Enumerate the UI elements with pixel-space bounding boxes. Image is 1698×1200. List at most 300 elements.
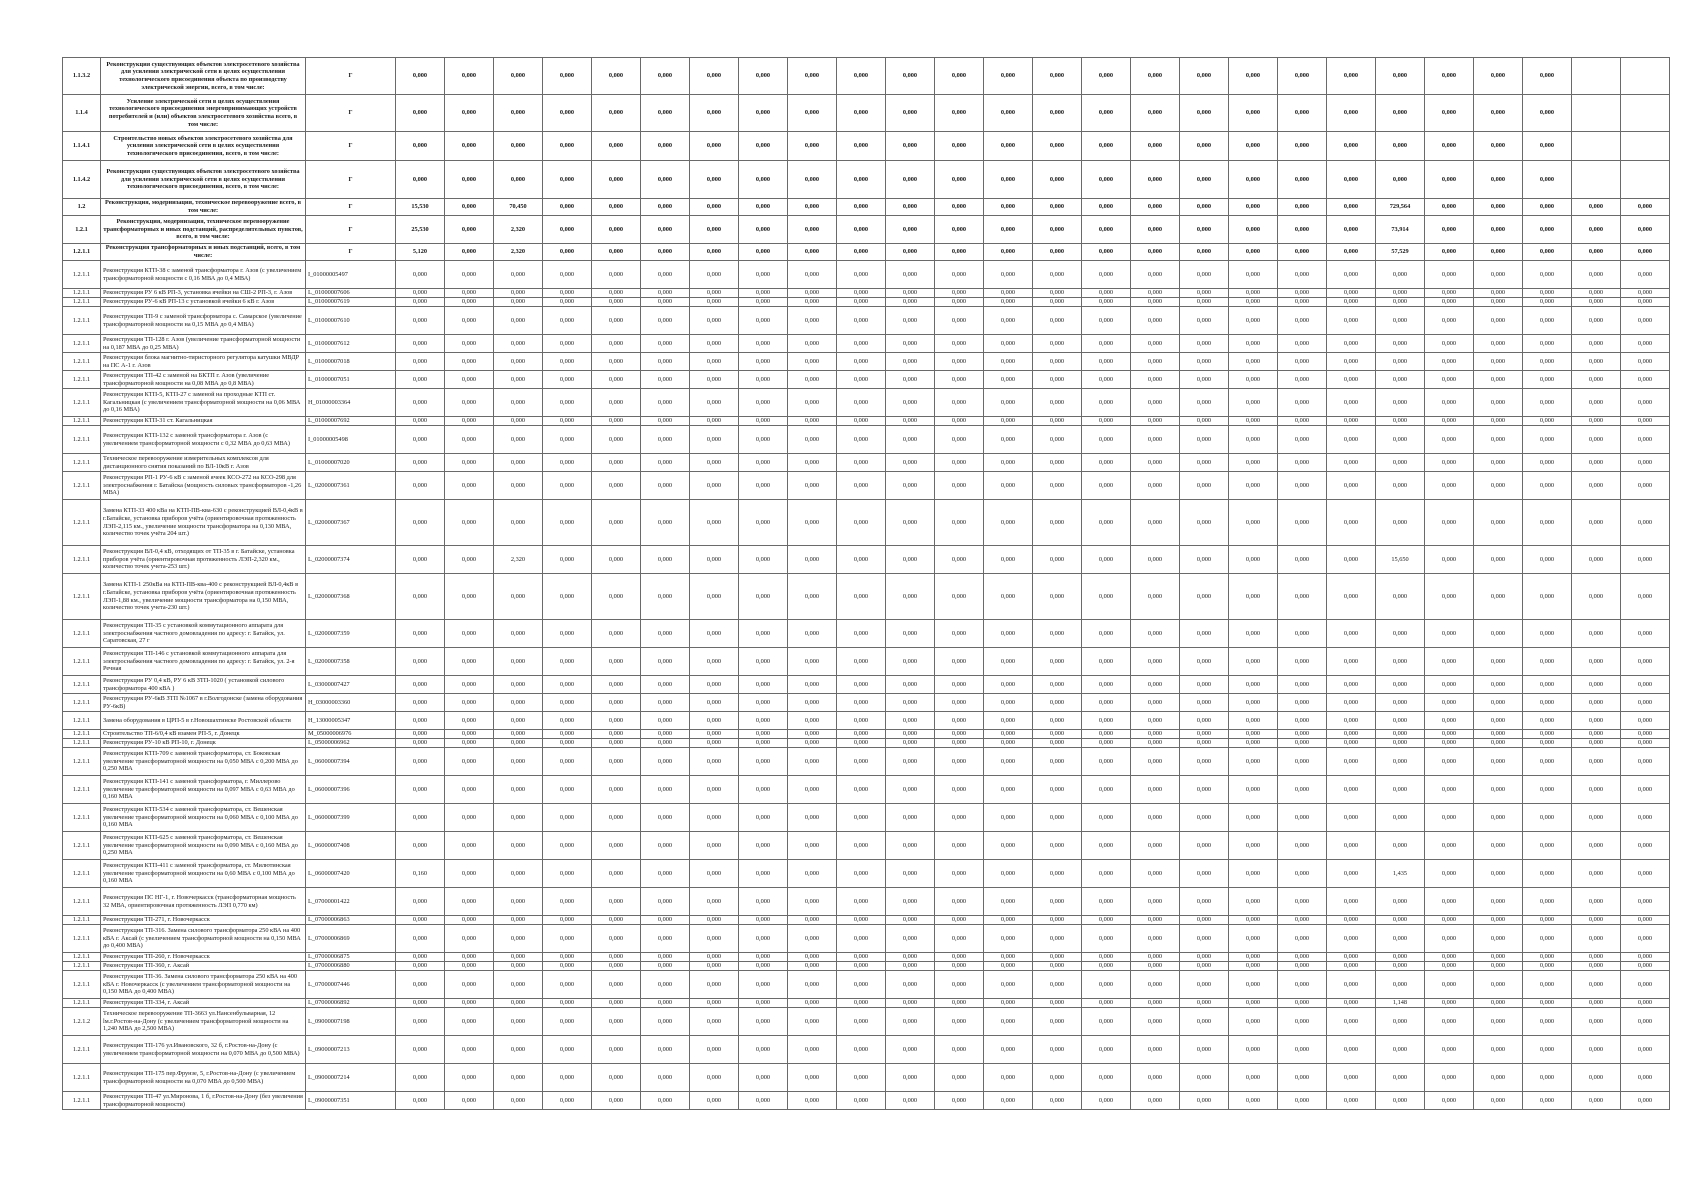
value-cell: 0,000: [1180, 1092, 1229, 1110]
value-cell: 0,000: [1278, 832, 1327, 860]
value-cell: 0,000: [1376, 888, 1425, 916]
value-cell: 0,000: [1033, 1008, 1082, 1036]
value-cell: 0,000: [1278, 353, 1327, 371]
row-number-cell: 1.2.1.1: [63, 500, 101, 546]
value-cell: 0,000: [1523, 389, 1572, 417]
value-cell: 0,000: [837, 371, 886, 389]
value-cell: 0,000: [788, 335, 837, 353]
value-cell: 0,000: [445, 216, 494, 244]
row-number-cell: 1.2.1.1: [63, 999, 101, 1008]
value-cell: 0,000: [1621, 962, 1670, 971]
value-cell: 0,000: [543, 860, 592, 888]
value-cell: 0,000: [396, 1036, 445, 1064]
value-cell: 0,000: [1131, 244, 1180, 261]
value-cell: 0,000: [641, 888, 690, 916]
value-cell: 0,000: [788, 1092, 837, 1110]
value-cell: 0,000: [494, 925, 543, 953]
value-cell: 0,000: [445, 426, 494, 454]
value-cell: 0,000: [543, 925, 592, 953]
value-cell: 0,000: [1278, 971, 1327, 999]
value-cell: 0,000: [1033, 417, 1082, 426]
value-cell: 0,000: [396, 353, 445, 371]
value-cell: 0,000: [935, 546, 984, 574]
value-cell: 0,000: [1425, 925, 1474, 953]
value-cell: 0,000: [1376, 712, 1425, 730]
value-cell: 0,000: [739, 712, 788, 730]
value-cell: 0,000: [1131, 888, 1180, 916]
value-cell: 0,000: [984, 962, 1033, 971]
value-cell: 0,000: [1425, 620, 1474, 648]
value-cell: 0,000: [543, 1008, 592, 1036]
row-code-cell: L_07000006869: [306, 925, 396, 953]
value-cell: 0,000: [1033, 353, 1082, 371]
value-cell: 0,000: [935, 694, 984, 712]
row-name-cell: Реконструкция ТП-316. Замена силового трансформатора 250 кВА на 400 кВА г. Аксай (с увеличением трансформаторной мощности на 0,150 МВА до 0,400 МВА): [101, 925, 306, 953]
value-cell: 0,000: [1180, 916, 1229, 925]
value-cell: 0,000: [935, 244, 984, 261]
row-code-cell: L_02000007358: [306, 648, 396, 676]
value-cell: 0,000: [1376, 298, 1425, 307]
value-cell: 0,000: [1327, 298, 1376, 307]
value-cell: 0,000: [543, 307, 592, 335]
value-cell: 0,000: [1523, 1036, 1572, 1064]
value-cell: 0,000: [1229, 244, 1278, 261]
row-number-cell: 1.2.1.1: [63, 454, 101, 472]
value-cell: 0,000: [1327, 1008, 1376, 1036]
value-cell: 0,000: [1229, 962, 1278, 971]
value-cell: 0,000: [1131, 261, 1180, 289]
value-cell: 0,000: [837, 244, 886, 261]
value-cell: 0,000: [641, 298, 690, 307]
value-cell: 0,000: [1131, 161, 1180, 199]
value-cell: 0,000: [837, 999, 886, 1008]
value-cell: 0,000: [494, 454, 543, 472]
table-row: [63, 161, 1670, 199]
value-cell: 0,000: [886, 776, 935, 804]
value-cell: 0,000: [1278, 730, 1327, 739]
value-cell: 0,000: [1474, 298, 1523, 307]
value-cell: 0,000: [1425, 199, 1474, 216]
value-cell: 0,000: [1229, 289, 1278, 298]
value-cell: 0,000: [1131, 307, 1180, 335]
value-cell: 0,000: [1180, 694, 1229, 712]
value-cell: 0,000: [1425, 916, 1474, 925]
value-cell: 0,000: [641, 261, 690, 289]
value-cell: 0,000: [1229, 676, 1278, 694]
value-cell: 0,000: [1572, 371, 1621, 389]
row-number-cell: 1.2.1.1: [63, 888, 101, 916]
value-cell: 0,000: [543, 353, 592, 371]
value-cell: 0,000: [984, 307, 1033, 335]
value-cell: 0,000: [1474, 712, 1523, 730]
value-cell: 0,000: [494, 953, 543, 962]
value-cell: 0,000: [1180, 804, 1229, 832]
row-code-cell: L_02000007361: [306, 472, 396, 500]
value-cell: 0,000: [984, 1036, 1033, 1064]
value-cell: 0,000: [886, 335, 935, 353]
value-cell: 0,000: [1229, 916, 1278, 925]
value-cell: 0,000: [1229, 804, 1278, 832]
value-cell: 0,000: [1327, 953, 1376, 962]
value-cell: 0,000: [445, 546, 494, 574]
value-cell: 0,000: [1621, 748, 1670, 776]
value-cell: 0,000: [837, 730, 886, 739]
value-cell: 0,000: [1572, 500, 1621, 546]
value-cell: 0,000: [445, 953, 494, 962]
value-cell: 0,000: [1523, 371, 1572, 389]
value-cell: 0,000: [1327, 417, 1376, 426]
value-cell: 0,000: [788, 574, 837, 620]
value-cell: 0,000: [641, 971, 690, 999]
value-cell: 70,450: [494, 199, 543, 216]
value-cell: 0,000: [1621, 199, 1670, 216]
value-cell: 0,000: [886, 712, 935, 730]
value-cell: 0,000: [1033, 1036, 1082, 1064]
value-cell: 0,000: [396, 298, 445, 307]
value-cell: 0,000: [1621, 648, 1670, 676]
value-cell: 0,000: [1376, 962, 1425, 971]
value-cell: 0,000: [984, 389, 1033, 417]
table-row: [63, 1008, 1670, 1036]
value-cell: 0,000: [984, 1008, 1033, 1036]
value-cell: 0,000: [1425, 298, 1474, 307]
value-cell: 0,000: [788, 426, 837, 454]
table-row: [63, 776, 1670, 804]
value-cell: 0,000: [592, 132, 641, 161]
value-cell: 0,000: [1082, 971, 1131, 999]
value-cell: 0,000: [445, 1064, 494, 1092]
value-cell: 0,000: [1474, 971, 1523, 999]
value-cell: 0,000: [1278, 161, 1327, 199]
value-cell: 0,000: [1425, 860, 1474, 888]
row-code-cell: L_09000007213: [306, 1036, 396, 1064]
value-cell: 0,000: [1425, 371, 1474, 389]
value-cell: 0,000: [592, 648, 641, 676]
value-cell: 0,000: [1425, 417, 1474, 426]
value-cell: 0,000: [837, 925, 886, 953]
value-cell: 0,000: [935, 353, 984, 371]
value-cell: 0,000: [641, 676, 690, 694]
value-cell: 0,000: [1082, 216, 1131, 244]
value-cell: 0,000: [1180, 132, 1229, 161]
value-cell: 0,000: [1131, 962, 1180, 971]
value-cell: 0,000: [984, 832, 1033, 860]
value-cell: 0,000: [739, 1036, 788, 1064]
table-row: [63, 1064, 1670, 1092]
value-cell: 0,000: [592, 500, 641, 546]
value-cell: 0,000: [690, 1092, 739, 1110]
value-cell: 0,000: [494, 417, 543, 426]
value-cell: 0,000: [984, 244, 1033, 261]
value-cell: 0,000: [1523, 860, 1572, 888]
value-cell: 0,000: [641, 353, 690, 371]
value-cell: 0,000: [788, 648, 837, 676]
row-name-cell: Реконструкция КТП-709 с заменой трансформатора, ст. Боковская увеличение трансформаторной мощности на 0,050 МВА с 0,200 МВА до 0,250 МВА: [101, 748, 306, 776]
value-cell: 0,000: [1474, 694, 1523, 712]
value-cell: 0,000: [543, 335, 592, 353]
value-cell: 0,000: [543, 676, 592, 694]
value-cell: 0,000: [1523, 417, 1572, 426]
table-row: [63, 132, 1670, 161]
value-cell: 0,000: [494, 712, 543, 730]
value-cell: 0,000: [396, 999, 445, 1008]
value-cell: 0,000: [494, 860, 543, 888]
value-cell: 0,000: [1278, 574, 1327, 620]
value-cell: 0,000: [1033, 199, 1082, 216]
value-cell: 0,000: [543, 132, 592, 161]
value-cell: 0,000: [1033, 472, 1082, 500]
value-cell: 0,000: [1327, 1092, 1376, 1110]
value-cell: 0,000: [1621, 454, 1670, 472]
value-cell: 0,000: [445, 454, 494, 472]
row-name-cell: Реконструкция ТП-260, г. Новочеркасск: [101, 953, 306, 962]
value-cell: 0,000: [1523, 925, 1572, 953]
value-cell: 0,000: [1425, 216, 1474, 244]
value-cell: 0,000: [935, 199, 984, 216]
row-name-cell: Реконструкция ТП-360, г. Аксай: [101, 962, 306, 971]
value-cell: 0,000: [788, 261, 837, 289]
value-cell: 0,000: [984, 888, 1033, 916]
table-row: [63, 953, 1670, 962]
value-cell: 0,000: [1082, 1008, 1131, 1036]
value-cell: 0,000: [1327, 971, 1376, 999]
value-cell: 0,000: [690, 371, 739, 389]
value-cell: 0,000: [690, 417, 739, 426]
value-cell: 0,000: [1180, 676, 1229, 694]
value-cell: 0,000: [690, 500, 739, 546]
value-cell: 0,000: [1572, 199, 1621, 216]
row-number-cell: 1.2.1.1: [63, 417, 101, 426]
value-cell: 0,000: [1572, 472, 1621, 500]
table-row: [63, 244, 1670, 261]
value-cell: 0,000: [1082, 739, 1131, 748]
value-cell: 0,000: [1425, 804, 1474, 832]
value-cell: 0,000: [1425, 730, 1474, 739]
value-cell: 0,000: [690, 748, 739, 776]
value-cell: 0,000: [1131, 925, 1180, 953]
row-code-cell: L_07000001422: [306, 888, 396, 916]
value-cell: 0,000: [1376, 58, 1425, 95]
value-cell: 0,000: [690, 888, 739, 916]
row-name-cell: Реконструкция существующих объектов электросетевого хозяйства для усиления электрической сети в целях осуществления технологического присоединения объекта по производству электрической энергии, всего, в том числе:: [101, 58, 306, 95]
value-cell: 0,000: [543, 426, 592, 454]
value-cell: 0,000: [690, 1036, 739, 1064]
value-cell: 0,000: [739, 804, 788, 832]
value-cell: 0,000: [739, 739, 788, 748]
value-cell: 0,000: [984, 132, 1033, 161]
value-cell: 0,000: [1621, 335, 1670, 353]
value-cell: 0,000: [1474, 925, 1523, 953]
value-cell: 0,000: [1474, 389, 1523, 417]
value-cell: 0,000: [1033, 712, 1082, 730]
value-cell: 0,000: [1180, 712, 1229, 730]
value-cell: 0,000: [1229, 216, 1278, 244]
value-cell: 0,000: [886, 353, 935, 371]
value-cell: 0,000: [1033, 389, 1082, 417]
value-cell: 0,000: [1572, 620, 1621, 648]
value-cell: 0,000: [1278, 804, 1327, 832]
value-cell: 0,000: [1180, 999, 1229, 1008]
value-cell: 0,000: [445, 472, 494, 500]
value-cell: 0,000: [592, 298, 641, 307]
value-cell: 0,000: [1033, 500, 1082, 546]
row-code-cell: L_06000007399: [306, 804, 396, 832]
value-cell: 0,000: [543, 454, 592, 472]
value-cell: 0,000: [1523, 1064, 1572, 1092]
value-cell: 0,000: [935, 1008, 984, 1036]
value-cell: 0,000: [641, 132, 690, 161]
value-cell: 0,000: [1572, 574, 1621, 620]
value-cell: 0,000: [1572, 748, 1621, 776]
value-cell: 0,000: [739, 426, 788, 454]
value-cell: 0,000: [1327, 712, 1376, 730]
value-cell: 0,000: [1180, 1064, 1229, 1092]
value-cell: 0,000: [494, 95, 543, 132]
value-cell: 57,529: [1376, 244, 1425, 261]
value-cell: 0,000: [788, 472, 837, 500]
value-cell: 0,000: [1278, 694, 1327, 712]
value-cell: 0,000: [739, 1008, 788, 1036]
table-row: [63, 261, 1670, 289]
value-cell: 0,000: [837, 426, 886, 454]
row-code-cell: L_09000007351: [306, 1092, 396, 1110]
value-cell: 0,000: [1033, 546, 1082, 574]
row-number-cell: 1.2.1.1: [63, 832, 101, 860]
value-cell: 0,000: [1082, 389, 1131, 417]
value-cell: 0,000: [1131, 712, 1180, 730]
value-cell: 0,000: [1474, 648, 1523, 676]
value-cell: 0,000: [690, 472, 739, 500]
value-cell: 0,000: [1033, 953, 1082, 962]
value-cell: 0,000: [690, 676, 739, 694]
value-cell: 0,000: [1229, 426, 1278, 454]
row-number-cell: 1.2.1.1: [63, 1092, 101, 1110]
value-cell: 0,000: [1278, 500, 1327, 546]
value-cell: 0,000: [1474, 804, 1523, 832]
value-cell: 0,000: [1572, 888, 1621, 916]
value-cell: 0,000: [1523, 888, 1572, 916]
value-cell: 0,000: [1327, 261, 1376, 289]
value-cell: 0,000: [788, 916, 837, 925]
value-cell: 0,000: [739, 389, 788, 417]
row-name-cell: Реконструкция ПС НГ-1, г. Новочеркасск (трансформаторная мощность 32 МВА, ориентировочная протяженность ЛЭП 0,770 км): [101, 888, 306, 916]
value-cell: 0,000: [1180, 95, 1229, 132]
value-cell: 0,000: [445, 261, 494, 289]
value-cell: 0,000: [1229, 888, 1278, 916]
value-cell: 0,000: [837, 216, 886, 244]
row-number-cell: 1.2.1.1: [63, 648, 101, 676]
value-cell: 0,000: [739, 199, 788, 216]
row-code-cell: L_06000007420: [306, 860, 396, 888]
row-code-cell: L_06000007394: [306, 748, 396, 776]
value-cell: 2,320: [494, 244, 543, 261]
value-cell: 0,000: [1572, 925, 1621, 953]
value-cell: 0,000: [984, 426, 1033, 454]
value-cell: 0,000: [837, 454, 886, 472]
value-cell: 0,000: [494, 335, 543, 353]
value-cell: 0,000: [1425, 1036, 1474, 1064]
value-cell: 0,000: [1523, 335, 1572, 353]
value-cell: 0,000: [1082, 620, 1131, 648]
row-code-cell: L_01000007610: [306, 307, 396, 335]
value-cell: 0,000: [1425, 694, 1474, 712]
value-cell: 0,000: [886, 962, 935, 971]
row-code-cell: L_02000007359: [306, 620, 396, 648]
value-cell: 0,000: [1376, 307, 1425, 335]
value-cell: 0,000: [1278, 454, 1327, 472]
value-cell: 0,000: [592, 748, 641, 776]
value-cell: 0,000: [543, 58, 592, 95]
value-cell: 0,000: [1523, 472, 1572, 500]
value-cell: 0,000: [690, 546, 739, 574]
value-cell: 0,000: [984, 620, 1033, 648]
value-cell: 0,000: [543, 389, 592, 417]
value-cell: 0,000: [1523, 999, 1572, 1008]
value-cell: 0,000: [543, 1092, 592, 1110]
value-cell: 0,000: [1082, 953, 1131, 962]
row-code-cell: L_06000007408: [306, 832, 396, 860]
table-row: [63, 648, 1670, 676]
row-number-cell: 1.2.1.1: [63, 353, 101, 371]
value-cell: 0,000: [494, 58, 543, 95]
value-cell: 0,000: [1621, 426, 1670, 454]
value-cell: 0,000: [1180, 748, 1229, 776]
value-cell: 0,000: [690, 199, 739, 216]
investment-program-table: [62, 57, 1670, 1110]
value-cell: 0,000: [494, 426, 543, 454]
value-cell: 0,000: [886, 161, 935, 199]
value-cell: 0,000: [1474, 776, 1523, 804]
row-number-cell: 1.2.1.1: [63, 804, 101, 832]
value-cell: 0,000: [592, 161, 641, 199]
value-cell: 0,000: [1180, 776, 1229, 804]
value-cell: 0,000: [1229, 307, 1278, 335]
value-cell: 0,000: [1229, 95, 1278, 132]
value-cell: 0,000: [543, 244, 592, 261]
value-cell: 0,000: [984, 971, 1033, 999]
table-row: [63, 371, 1670, 389]
value-cell: 0,000: [1082, 199, 1131, 216]
value-cell: 0,000: [494, 739, 543, 748]
table-row: [63, 712, 1670, 730]
row-number-cell: 1.2.1.1: [63, 298, 101, 307]
value-cell: 0,000: [1131, 730, 1180, 739]
value-cell: 0,000: [1229, 1092, 1278, 1110]
row-name-cell: Реконструкция КТП-141 с заменой трансформатора, г. Миллерово увеличение трансформаторной мощности на 0,097 МВА с 0,63 МВА до 0,160 МВА: [101, 776, 306, 804]
value-cell: 0,000: [837, 971, 886, 999]
value-cell: 0,000: [739, 648, 788, 676]
row-code-cell: H_01000003364: [306, 389, 396, 417]
value-cell: 0,000: [1180, 925, 1229, 953]
value-cell: 0,000: [396, 500, 445, 546]
value-cell: 0,000: [690, 261, 739, 289]
value-cell: 0,000: [641, 860, 690, 888]
value-cell: 0,000: [445, 888, 494, 916]
value-cell: [1621, 132, 1670, 161]
value-cell: 0,000: [1523, 739, 1572, 748]
value-cell: 0,000: [1229, 500, 1278, 546]
value-cell: 0,000: [641, 925, 690, 953]
value-cell: 0,000: [1033, 216, 1082, 244]
value-cell: 0,000: [1082, 860, 1131, 888]
value-cell: 0,000: [690, 916, 739, 925]
value-cell: 0,000: [1229, 199, 1278, 216]
value-cell: 0,000: [739, 620, 788, 648]
value-cell: 0,000: [1327, 999, 1376, 1008]
value-cell: 0,000: [592, 1092, 641, 1110]
value-cell: 0,000: [1180, 962, 1229, 971]
value-cell: 0,000: [1229, 971, 1278, 999]
